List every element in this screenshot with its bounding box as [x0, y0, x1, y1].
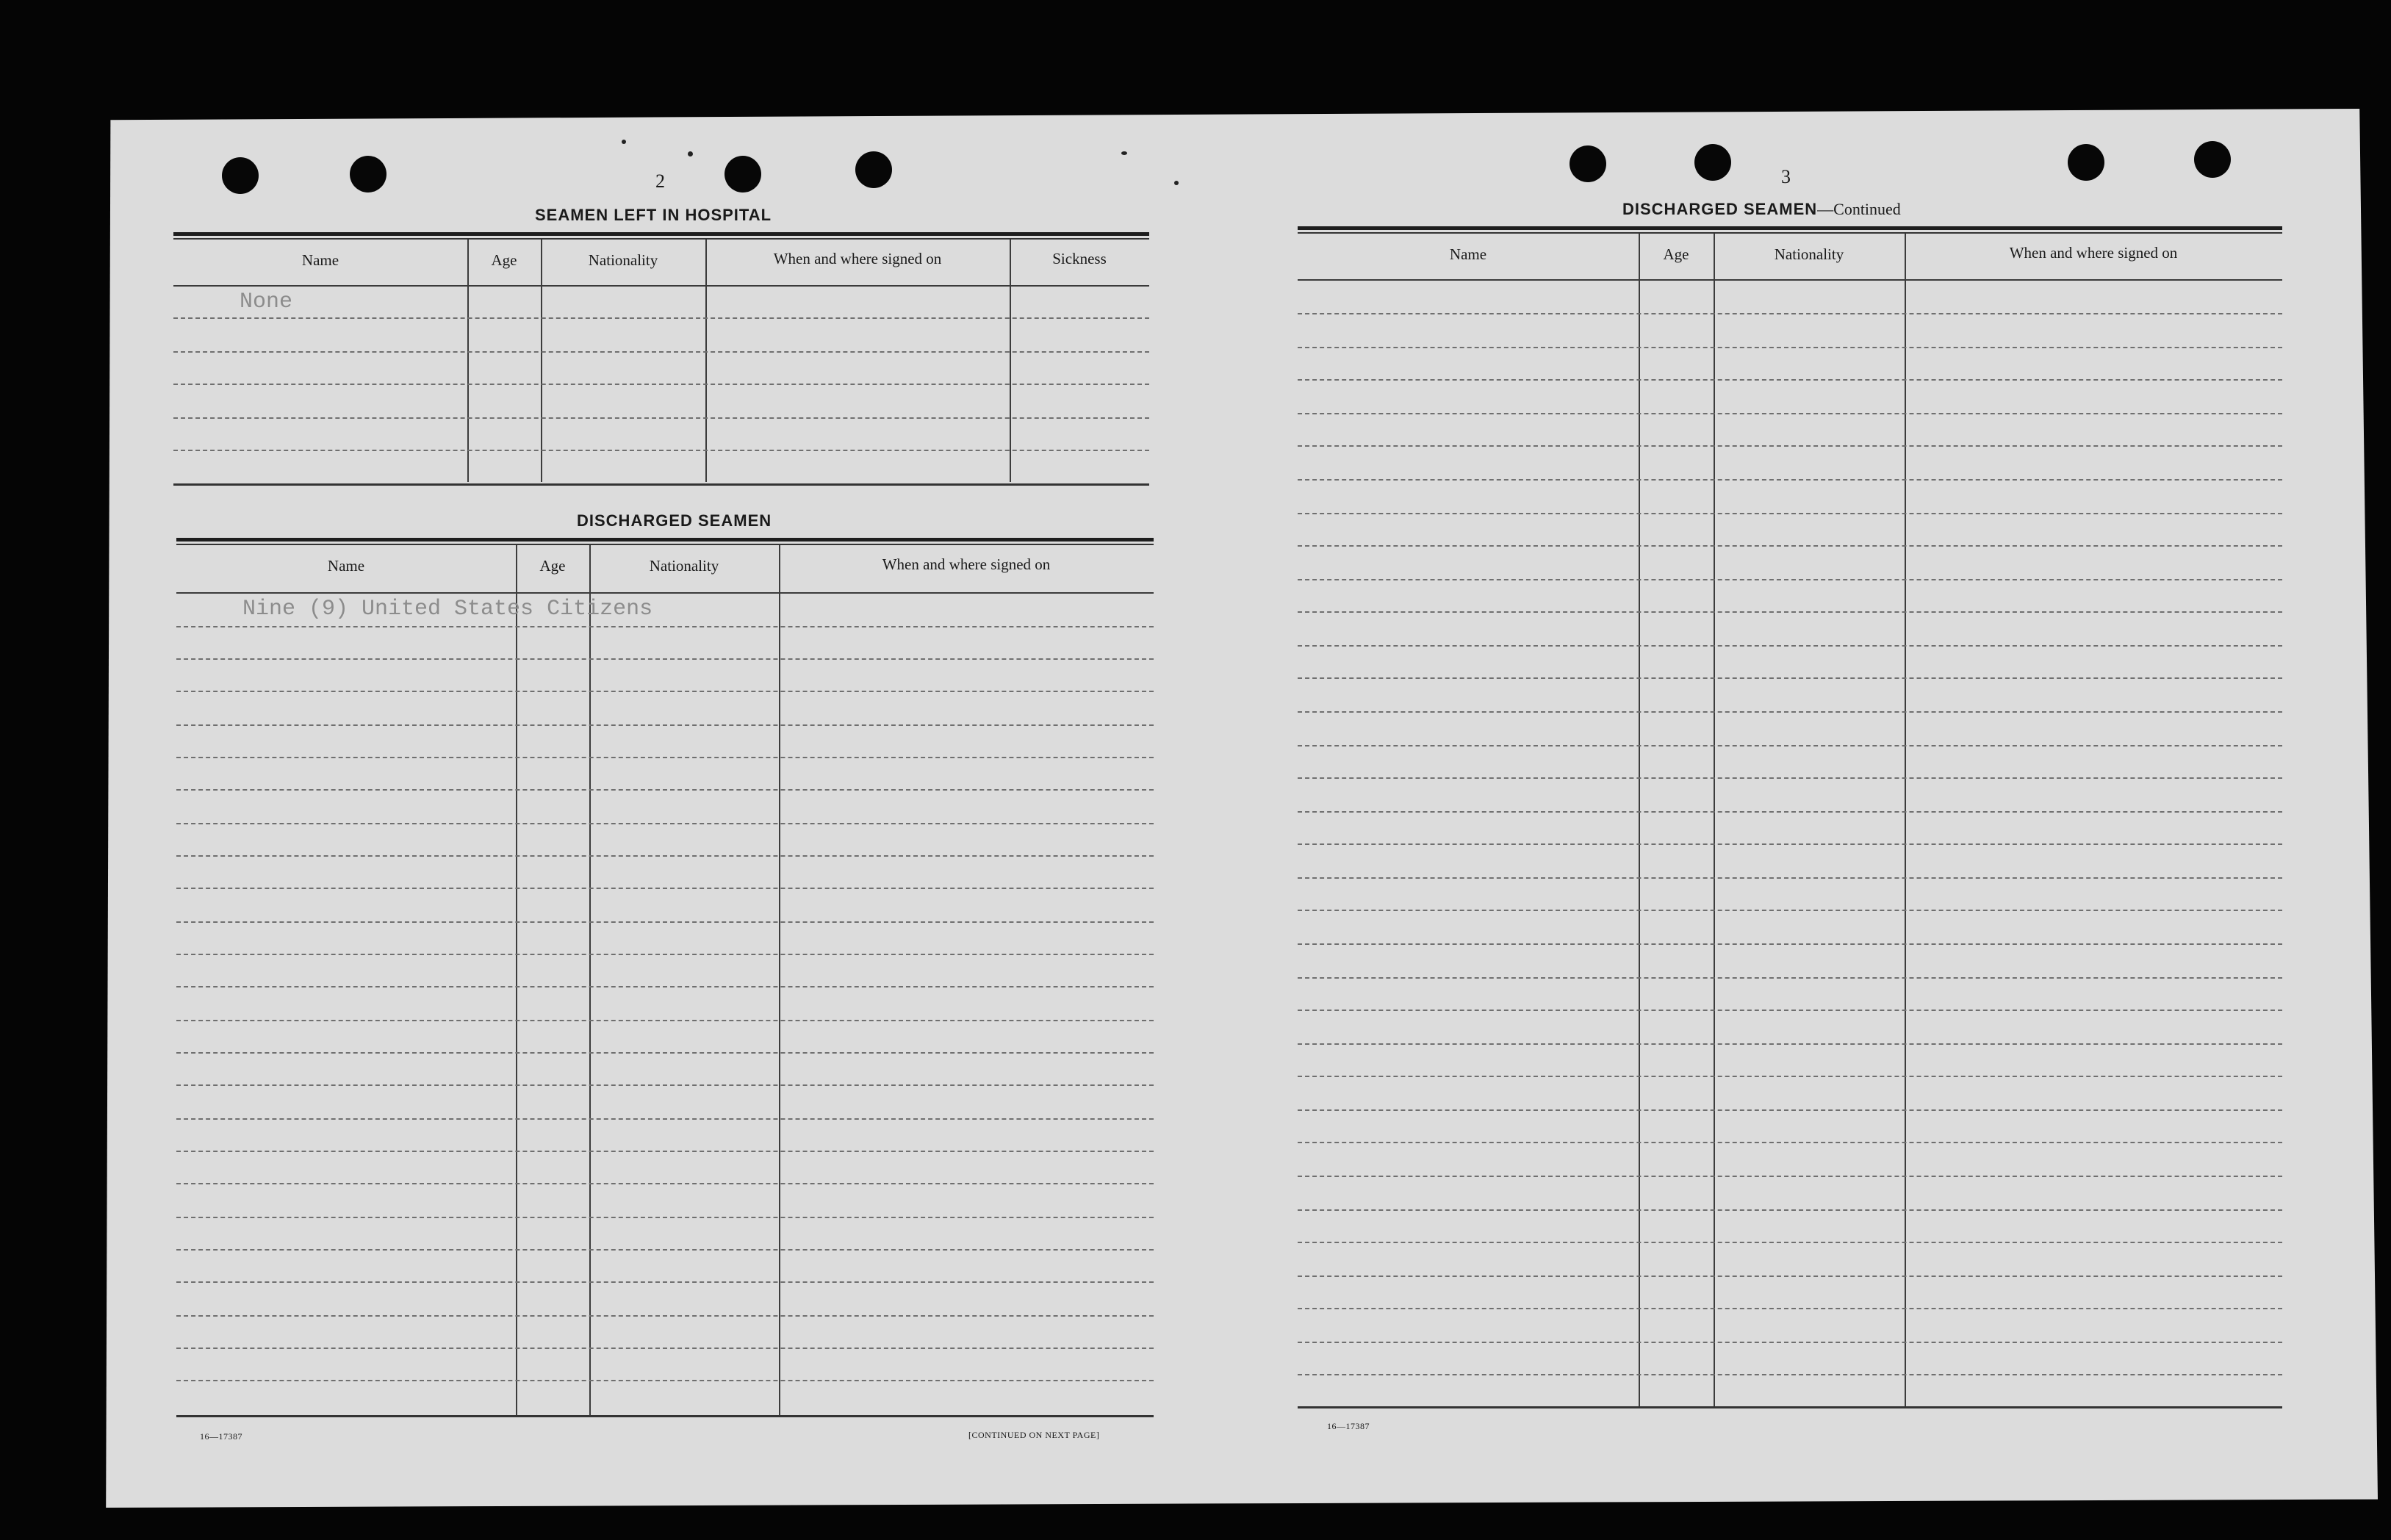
table-row: [1298, 1374, 2282, 1375]
table-row: [173, 417, 1149, 419]
table-row: [176, 691, 1154, 692]
table-row: [176, 1249, 1154, 1251]
table-row: [1298, 677, 2282, 679]
table-row: [176, 724, 1154, 726]
header-divider: [176, 592, 1154, 594]
table-row: [176, 921, 1154, 923]
paper-speck: [688, 151, 693, 156]
table-row: [176, 986, 1154, 987]
punch-hole: [350, 156, 386, 192]
column-divider: [779, 545, 780, 1417]
table-row: [1298, 711, 2282, 713]
table-row: [176, 1052, 1154, 1054]
table-row: [1298, 811, 2282, 813]
punch-hole: [1694, 144, 1731, 181]
column-header: When and where signed on: [2009, 244, 2178, 262]
table-row: [1298, 1109, 2282, 1111]
table-row: [176, 1183, 1154, 1184]
typed-entry: Nine (9) United States Citizens: [242, 597, 653, 622]
table-row: [1298, 1176, 2282, 1177]
table-row: [1298, 1308, 2282, 1309]
table-row: [1298, 745, 2282, 746]
form-number: 16—17387: [200, 1431, 242, 1442]
table-row: [176, 855, 1154, 857]
continued-note: [CONTINUED ON NEXT PAGE]: [968, 1430, 1100, 1440]
column-header: Age: [491, 251, 517, 269]
table-rule: [176, 1415, 1154, 1417]
column-header: Nationality: [649, 557, 719, 575]
column-divider: [1714, 234, 1715, 1408]
table-row: [1298, 611, 2282, 613]
table-row: [1298, 645, 2282, 647]
punch-hole: [725, 156, 761, 192]
table-row: [176, 1020, 1154, 1021]
table-row: [1298, 1142, 2282, 1143]
column-divider: [1639, 234, 1640, 1408]
table-row: [176, 888, 1154, 889]
punch-hole: [855, 151, 892, 188]
table-row: [1298, 843, 2282, 845]
table-row: [1298, 1342, 2282, 1343]
punch-hole: [2068, 144, 2104, 181]
punch-hole: [2194, 141, 2231, 178]
table-row: [1298, 1010, 2282, 1011]
column-divider: [1010, 240, 1011, 482]
discharged-continued-table: [1298, 226, 2282, 1417]
table-rule: [1298, 232, 2282, 234]
column-header: When and where signed on: [773, 250, 942, 267]
column-divider: [541, 240, 542, 482]
table-row: [1298, 545, 2282, 547]
table-row: [1298, 313, 2282, 314]
paper-speck: [622, 140, 626, 144]
table-row: [176, 1151, 1154, 1152]
table-row: [1298, 777, 2282, 779]
column-header: Name: [327, 557, 365, 575]
punch-hole: [1570, 145, 1606, 182]
table-row: [176, 789, 1154, 791]
table-rule: [1298, 1406, 2282, 1408]
column-header: Name: [301, 251, 339, 269]
table-rule: [173, 483, 1149, 486]
table-row: [176, 1118, 1154, 1120]
table-rule: [176, 544, 1154, 545]
column-divider: [705, 240, 707, 482]
table-rule: [173, 232, 1149, 236]
punch-hole: [222, 157, 259, 194]
table-rule: [173, 238, 1149, 240]
table-row: [173, 351, 1149, 353]
column-divider: [467, 240, 469, 482]
table-row: [176, 1084, 1154, 1086]
table-rule: [1298, 226, 2282, 230]
typed-entry: None: [240, 289, 293, 314]
paper-speck: [1174, 181, 1179, 185]
section-title-suffix: —Continued: [1817, 200, 1901, 218]
table-row: [176, 626, 1154, 627]
column-divider: [1905, 234, 1906, 1408]
table-row: [176, 1380, 1154, 1381]
table-row: [176, 658, 1154, 660]
table-row: [176, 1281, 1154, 1283]
table-row: [1298, 1242, 2282, 1243]
column-header: When and where signed on: [882, 555, 1051, 573]
form-number: 16—17387: [1327, 1421, 1370, 1431]
discharged-table: [176, 538, 1154, 1425]
table-row: [1298, 413, 2282, 414]
column-divider: [516, 545, 517, 1417]
header-divider: [173, 285, 1149, 287]
column-header: Nationality: [1774, 245, 1844, 263]
header-divider: [1298, 279, 2282, 281]
table-row: [1298, 379, 2282, 381]
paper-speck: [1121, 151, 1127, 155]
table-row: [176, 1217, 1154, 1218]
column-header: Age: [539, 557, 566, 575]
table-row: [1298, 943, 2282, 945]
table-row: [173, 450, 1149, 451]
column-header: Age: [1663, 245, 1689, 263]
page-number: 2: [655, 170, 665, 192]
table-row: [176, 1348, 1154, 1349]
column-divider: [589, 545, 591, 1417]
table-row: [1298, 1043, 2282, 1045]
page-number: 3: [1781, 166, 1791, 187]
table-row: [173, 384, 1149, 385]
column-header: Nationality: [588, 251, 658, 269]
table-row: [1298, 877, 2282, 879]
table-row: [1298, 977, 2282, 979]
section-title: SEAMEN LEFT IN HOSPITAL: [535, 206, 772, 224]
table-row: [176, 757, 1154, 758]
table-row: [1298, 513, 2282, 514]
column-header: Sickness: [1052, 250, 1107, 267]
section-title: [1622, 200, 1901, 219]
table-row: [176, 954, 1154, 955]
table-row: [1298, 479, 2282, 481]
table-row: [173, 317, 1149, 319]
table-row: [1298, 910, 2282, 911]
hospital-table: [173, 232, 1149, 491]
table-row: [1298, 1076, 2282, 1077]
column-header: Name: [1449, 245, 1487, 263]
table-row: [176, 1315, 1154, 1317]
table-row: [1298, 445, 2282, 447]
table-row: [1298, 347, 2282, 348]
table-row: [1298, 579, 2282, 580]
table-row: [176, 823, 1154, 824]
table-row: [1298, 1209, 2282, 1211]
table-rule: [176, 538, 1154, 541]
table-row: [1298, 1275, 2282, 1277]
section-title-text: DISCHARGED SEAMEN: [1622, 200, 1818, 218]
section-title: DISCHARGED SEAMEN: [577, 511, 772, 530]
